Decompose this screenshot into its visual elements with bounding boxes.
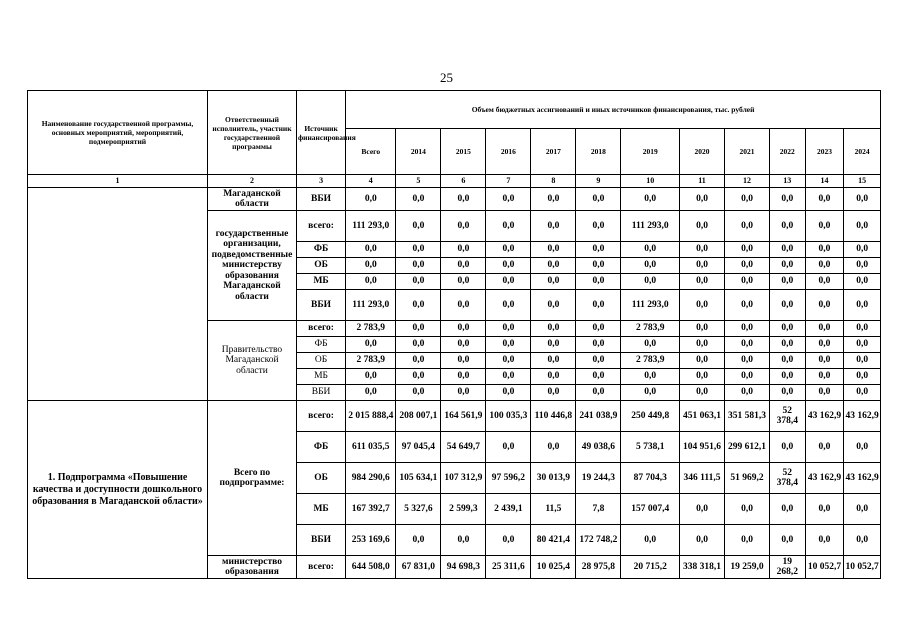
year-value-cell: 0,0 [844, 211, 881, 242]
year-value-cell: 0,0 [486, 211, 531, 242]
year-value-cell: 0,0 [725, 211, 770, 242]
year-value-cell: 351 581,3 [725, 401, 770, 432]
year-value-cell: 0,0 [844, 385, 881, 401]
year-value-cell: 0,0 [486, 385, 531, 401]
year-value-cell: 0,0 [441, 258, 486, 274]
year-value-cell: 0,0 [396, 353, 441, 369]
year-value-cell: 43 162,9 [844, 463, 881, 494]
year-value-cell: 157 007,4 [621, 494, 680, 525]
year-value-cell: 10 025,4 [531, 556, 576, 579]
column-number: 3 [296, 175, 345, 188]
total-value-cell: 111 293,0 [346, 290, 396, 321]
column-number: 13 [770, 175, 806, 188]
year-value-cell: 52 378,4 [770, 401, 806, 432]
year-value-cell: 0,0 [805, 432, 844, 463]
year-value-cell: 0,0 [441, 242, 486, 258]
year-value-cell: 110 446,8 [531, 401, 576, 432]
source-cell: всего: [296, 401, 345, 432]
year-value-cell: 0,0 [441, 337, 486, 353]
year-value-cell: 0,0 [576, 321, 621, 337]
year-value-cell: 0,0 [844, 258, 881, 274]
year-value-cell: 0,0 [531, 385, 576, 401]
year-value-cell: 0,0 [531, 242, 576, 258]
total-value-cell: 0,0 [346, 258, 396, 274]
year-value-cell: 172 748,2 [576, 525, 621, 556]
year-value-cell: 0,0 [725, 525, 770, 556]
year-value-cell: 0,0 [770, 211, 806, 242]
total-value-cell: 0,0 [346, 274, 396, 290]
year-value-cell: 0,0 [805, 369, 844, 385]
total-value-cell: 2 015 888,4 [346, 401, 396, 432]
year-value-cell: 0,0 [486, 432, 531, 463]
year-value-cell: 0,0 [576, 385, 621, 401]
year-value-cell: 0,0 [725, 188, 770, 211]
year-value-cell: 0,0 [770, 321, 806, 337]
year-value-cell: 0,0 [805, 274, 844, 290]
total-value-cell: 0,0 [346, 242, 396, 258]
column-number: 4 [346, 175, 396, 188]
year-value-cell: 0,0 [621, 274, 680, 290]
year-value-cell: 0,0 [680, 369, 725, 385]
year-value-cell: 0,0 [486, 353, 531, 369]
source-cell: ОБ [296, 258, 345, 274]
year-value-cell: 0,0 [770, 337, 806, 353]
year-value-cell: 241 038,9 [576, 401, 621, 432]
total-value-cell: 0,0 [346, 385, 396, 401]
year-value-cell: 0,0 [680, 321, 725, 337]
year-value-cell: 0,0 [396, 274, 441, 290]
year-value-cell: 0,0 [680, 494, 725, 525]
year-value-cell: 0,0 [805, 337, 844, 353]
year-value-cell: 0,0 [844, 525, 881, 556]
table-row [28, 188, 881, 211]
year-value-cell: 0,0 [531, 188, 576, 211]
year-value-cell: 105 634,1 [396, 463, 441, 494]
total-value-cell: 984 290,6 [346, 463, 396, 494]
year-value-cell: 0,0 [531, 337, 576, 353]
year-value-cell: 0,0 [441, 385, 486, 401]
source-cell: ВБИ [296, 385, 345, 401]
year-value-cell: 0,0 [725, 321, 770, 337]
source-cell: МБ [296, 369, 345, 385]
column-number: 6 [441, 175, 486, 188]
year-value-cell: 0,0 [770, 290, 806, 321]
year-value-cell: 0,0 [531, 290, 576, 321]
year-value-cell: 0,0 [531, 353, 576, 369]
column-number: 14 [805, 175, 844, 188]
budget-table [27, 90, 881, 579]
column-number: 15 [844, 175, 881, 188]
year-value-cell: 0,0 [486, 188, 531, 211]
header-year: 2014 [396, 129, 441, 175]
year-value-cell: 0,0 [441, 274, 486, 290]
year-value-cell: 0,0 [770, 432, 806, 463]
subprogram-name: 1. Подпрограмма «Повышение качества и доступности дошкольного образования в Магаданской области» [28, 401, 208, 579]
year-value-cell: 0,0 [844, 353, 881, 369]
year-value-cell: 0,0 [396, 385, 441, 401]
year-value-cell: 0,0 [531, 432, 576, 463]
year-value-cell: 43 162,9 [805, 401, 844, 432]
year-value-cell: 0,0 [805, 258, 844, 274]
year-value-cell: 0,0 [844, 242, 881, 258]
source-cell: ФБ [296, 432, 345, 463]
header-year: 2016 [486, 129, 531, 175]
header-year: 2024 [844, 129, 881, 175]
header-year: 2019 [621, 129, 680, 175]
table-row [28, 401, 881, 432]
column-number-row [28, 175, 881, 188]
year-value-cell: 0,0 [770, 385, 806, 401]
year-value-cell: 0,0 [396, 321, 441, 337]
year-value-cell: 10 052,7 [844, 556, 881, 579]
year-value-cell: 2 783,9 [621, 353, 680, 369]
source-cell: всего: [296, 211, 345, 242]
year-value-cell: 164 561,9 [441, 401, 486, 432]
column-number: 9 [576, 175, 621, 188]
year-value-cell: 0,0 [680, 385, 725, 401]
year-value-cell: 0,0 [486, 369, 531, 385]
year-value-cell: 0,0 [770, 353, 806, 369]
year-value-cell: 0,0 [680, 525, 725, 556]
year-value-cell: 80 421,4 [531, 525, 576, 556]
executor-cell: Всего по подпрограмме: [208, 401, 297, 556]
executor-cell: министерство образования [208, 556, 297, 579]
year-value-cell: 0,0 [396, 337, 441, 353]
source-cell: всего: [296, 321, 345, 337]
year-value-cell: 0,0 [396, 525, 441, 556]
year-value-cell: 0,0 [680, 290, 725, 321]
year-value-cell: 0,0 [770, 494, 806, 525]
year-value-cell: 338 318,1 [680, 556, 725, 579]
header-year: 2018 [576, 129, 621, 175]
year-value-cell: 97 596,2 [486, 463, 531, 494]
year-value-cell: 0,0 [770, 188, 806, 211]
year-value-cell: 0,0 [805, 385, 844, 401]
year-value-cell: 49 038,6 [576, 432, 621, 463]
year-value-cell: 43 162,9 [844, 401, 881, 432]
year-value-cell: 0,0 [396, 258, 441, 274]
year-value-cell: 0,0 [844, 188, 881, 211]
year-value-cell: 0,0 [805, 353, 844, 369]
total-value-cell: 2 783,9 [346, 353, 396, 369]
year-value-cell: 87 704,3 [621, 463, 680, 494]
year-value-cell: 250 449,8 [621, 401, 680, 432]
source-cell: ВБИ [296, 188, 345, 211]
year-value-cell: 0,0 [621, 258, 680, 274]
year-value-cell: 0,0 [576, 369, 621, 385]
year-value-cell: 299 612,1 [725, 432, 770, 463]
header-total: Всего [346, 129, 396, 175]
year-value-cell: 0,0 [725, 274, 770, 290]
header-year: 2023 [805, 129, 844, 175]
year-value-cell: 0,0 [770, 274, 806, 290]
year-value-cell: 0,0 [576, 337, 621, 353]
year-value-cell: 0,0 [725, 258, 770, 274]
total-value-cell: 0,0 [346, 188, 396, 211]
year-value-cell: 30 013,9 [531, 463, 576, 494]
year-value-cell: 19 268,2 [770, 556, 806, 579]
source-cell: ВБИ [296, 290, 345, 321]
executor-cell: государственные организации, подведомственные министерству образования Магаданской области [208, 211, 297, 321]
year-value-cell: 0,0 [805, 188, 844, 211]
source-cell: ВБИ [296, 525, 345, 556]
source-cell: МБ [296, 494, 345, 525]
year-value-cell: 0,0 [844, 321, 881, 337]
year-value-cell: 0,0 [576, 274, 621, 290]
year-value-cell: 0,0 [486, 321, 531, 337]
year-value-cell: 0,0 [486, 258, 531, 274]
year-value-cell: 67 831,0 [396, 556, 441, 579]
year-value-cell: 0,0 [621, 525, 680, 556]
year-value-cell: 0,0 [805, 211, 844, 242]
year-value-cell: 94 698,3 [441, 556, 486, 579]
year-value-cell: 0,0 [725, 385, 770, 401]
column-number: 12 [725, 175, 770, 188]
year-value-cell: 0,0 [680, 211, 725, 242]
year-value-cell: 107 312,9 [441, 463, 486, 494]
year-value-cell: 0,0 [486, 290, 531, 321]
table-body [28, 175, 881, 579]
year-value-cell: 0,0 [680, 337, 725, 353]
year-value-cell: 0,0 [396, 211, 441, 242]
source-cell: ОБ [296, 353, 345, 369]
total-value-cell: 2 783,9 [346, 321, 396, 337]
year-value-cell: 0,0 [725, 337, 770, 353]
column-number: 1 [28, 175, 208, 188]
year-value-cell: 0,0 [396, 242, 441, 258]
year-value-cell: 7,8 [576, 494, 621, 525]
column-number: 7 [486, 175, 531, 188]
year-value-cell: 0,0 [844, 274, 881, 290]
column-number: 11 [680, 175, 725, 188]
year-value-cell: 0,0 [396, 290, 441, 321]
total-value-cell: 0,0 [346, 337, 396, 353]
total-value-cell: 0,0 [346, 369, 396, 385]
total-value-cell: 111 293,0 [346, 211, 396, 242]
year-value-cell: 0,0 [576, 188, 621, 211]
source-cell: ОБ [296, 463, 345, 494]
year-value-cell: 0,0 [441, 525, 486, 556]
column-number: 10 [621, 175, 680, 188]
executor-cell: Правительство Магаданской области [208, 321, 297, 401]
year-value-cell: 0,0 [770, 258, 806, 274]
year-value-cell: 0,0 [680, 353, 725, 369]
header-year: 2021 [725, 129, 770, 175]
source-cell: МБ [296, 274, 345, 290]
year-value-cell: 0,0 [486, 525, 531, 556]
header-year: 2015 [441, 129, 486, 175]
year-value-cell: 25 311,6 [486, 556, 531, 579]
source-cell: ФБ [296, 337, 345, 353]
year-value-cell: 0,0 [441, 211, 486, 242]
year-value-cell: 0,0 [486, 274, 531, 290]
total-value-cell: 644 508,0 [346, 556, 396, 579]
year-value-cell: 0,0 [621, 242, 680, 258]
year-value-cell: 0,0 [844, 290, 881, 321]
year-value-cell: 0,0 [441, 369, 486, 385]
column-number: 5 [396, 175, 441, 188]
year-value-cell: 0,0 [576, 258, 621, 274]
year-value-cell: 0,0 [396, 369, 441, 385]
year-value-cell: 0,0 [531, 321, 576, 337]
header-source: Источник финансирования [296, 91, 345, 175]
year-value-cell: 0,0 [621, 385, 680, 401]
year-value-cell: 0,0 [844, 432, 881, 463]
year-value-cell: 451 063,1 [680, 401, 725, 432]
year-value-cell: 0,0 [486, 242, 531, 258]
year-value-cell: 11,5 [531, 494, 576, 525]
year-value-cell: 0,0 [805, 525, 844, 556]
year-value-cell: 111 293,0 [621, 211, 680, 242]
year-value-cell: 0,0 [621, 188, 680, 211]
year-value-cell: 0,0 [844, 337, 881, 353]
year-value-cell: 0,0 [725, 242, 770, 258]
year-value-cell: 0,0 [680, 188, 725, 211]
header-year: 2017 [531, 129, 576, 175]
total-value-cell: 167 392,7 [346, 494, 396, 525]
year-value-cell: 208 007,1 [396, 401, 441, 432]
source-cell: всего: [296, 556, 345, 579]
header-year: 2022 [770, 129, 806, 175]
year-value-cell: 0,0 [725, 290, 770, 321]
year-value-cell: 52 378,4 [770, 463, 806, 494]
total-value-cell: 253 169,6 [346, 525, 396, 556]
year-value-cell: 0,0 [621, 369, 680, 385]
year-value-cell: 0,0 [725, 369, 770, 385]
column-number: 2 [208, 175, 297, 188]
year-value-cell: 0,0 [805, 321, 844, 337]
year-value-cell: 19 259,0 [725, 556, 770, 579]
year-value-cell: 0,0 [576, 211, 621, 242]
year-value-cell: 0,0 [805, 290, 844, 321]
year-value-cell: 97 045,4 [396, 432, 441, 463]
page-number: 25 [440, 70, 453, 85]
year-value-cell: 0,0 [844, 369, 881, 385]
year-value-cell: 0,0 [770, 525, 806, 556]
year-value-cell: 10 052,7 [805, 556, 844, 579]
year-value-cell: 0,0 [805, 242, 844, 258]
year-value-cell: 0,0 [770, 242, 806, 258]
year-value-cell: 0,0 [576, 353, 621, 369]
header-executor: Ответственный исполнитель, участник государственной программы [208, 91, 297, 175]
year-value-cell: 28 975,8 [576, 556, 621, 579]
year-value-cell: 0,0 [621, 337, 680, 353]
total-value-cell: 611 035,5 [346, 432, 396, 463]
year-value-cell: 0,0 [844, 494, 881, 525]
header-name: Наименование государственной программы, основных мероприятий, мероприятий, подмероприятий [28, 91, 208, 175]
column-number: 8 [531, 175, 576, 188]
year-value-cell: 54 649,7 [441, 432, 486, 463]
year-value-cell: 0,0 [441, 290, 486, 321]
year-value-cell: 0,0 [576, 242, 621, 258]
year-value-cell: 5 327,6 [396, 494, 441, 525]
year-value-cell: 346 111,5 [680, 463, 725, 494]
year-value-cell: 2 439,1 [486, 494, 531, 525]
year-value-cell: 5 738,1 [621, 432, 680, 463]
executor-cell: Магаданской области [208, 188, 297, 211]
year-value-cell: 100 035,3 [486, 401, 531, 432]
year-value-cell: 0,0 [805, 494, 844, 525]
year-value-cell: 104 951,6 [680, 432, 725, 463]
year-value-cell: 0,0 [531, 258, 576, 274]
year-value-cell: 0,0 [531, 369, 576, 385]
year-value-cell: 2 783,9 [621, 321, 680, 337]
year-value-cell: 20 715,2 [621, 556, 680, 579]
year-value-cell: 0,0 [531, 274, 576, 290]
year-value-cell: 19 244,3 [576, 463, 621, 494]
year-value-cell: 0,0 [441, 188, 486, 211]
year-value-cell: 0,0 [770, 369, 806, 385]
year-value-cell: 111 293,0 [621, 290, 680, 321]
year-value-cell: 0,0 [441, 353, 486, 369]
year-value-cell: 0,0 [396, 188, 441, 211]
source-cell: ФБ [296, 242, 345, 258]
year-value-cell: 51 969,2 [725, 463, 770, 494]
year-value-cell: 0,0 [680, 274, 725, 290]
header-year: 2020 [680, 129, 725, 175]
year-value-cell: 2 599,3 [441, 494, 486, 525]
year-value-cell: 0,0 [531, 211, 576, 242]
year-value-cell: 0,0 [725, 353, 770, 369]
program-name-cell-empty [28, 188, 208, 401]
year-value-cell: 0,0 [680, 258, 725, 274]
header-volume: Объем бюджетных ассигнований и иных источников финансирования, тыс. рублей [346, 91, 881, 129]
year-value-cell: 0,0 [441, 321, 486, 337]
year-value-cell: 0,0 [680, 242, 725, 258]
year-value-cell: 43 162,9 [805, 463, 844, 494]
year-value-cell: 0,0 [576, 290, 621, 321]
year-value-cell: 0,0 [725, 494, 770, 525]
year-value-cell: 0,0 [486, 337, 531, 353]
